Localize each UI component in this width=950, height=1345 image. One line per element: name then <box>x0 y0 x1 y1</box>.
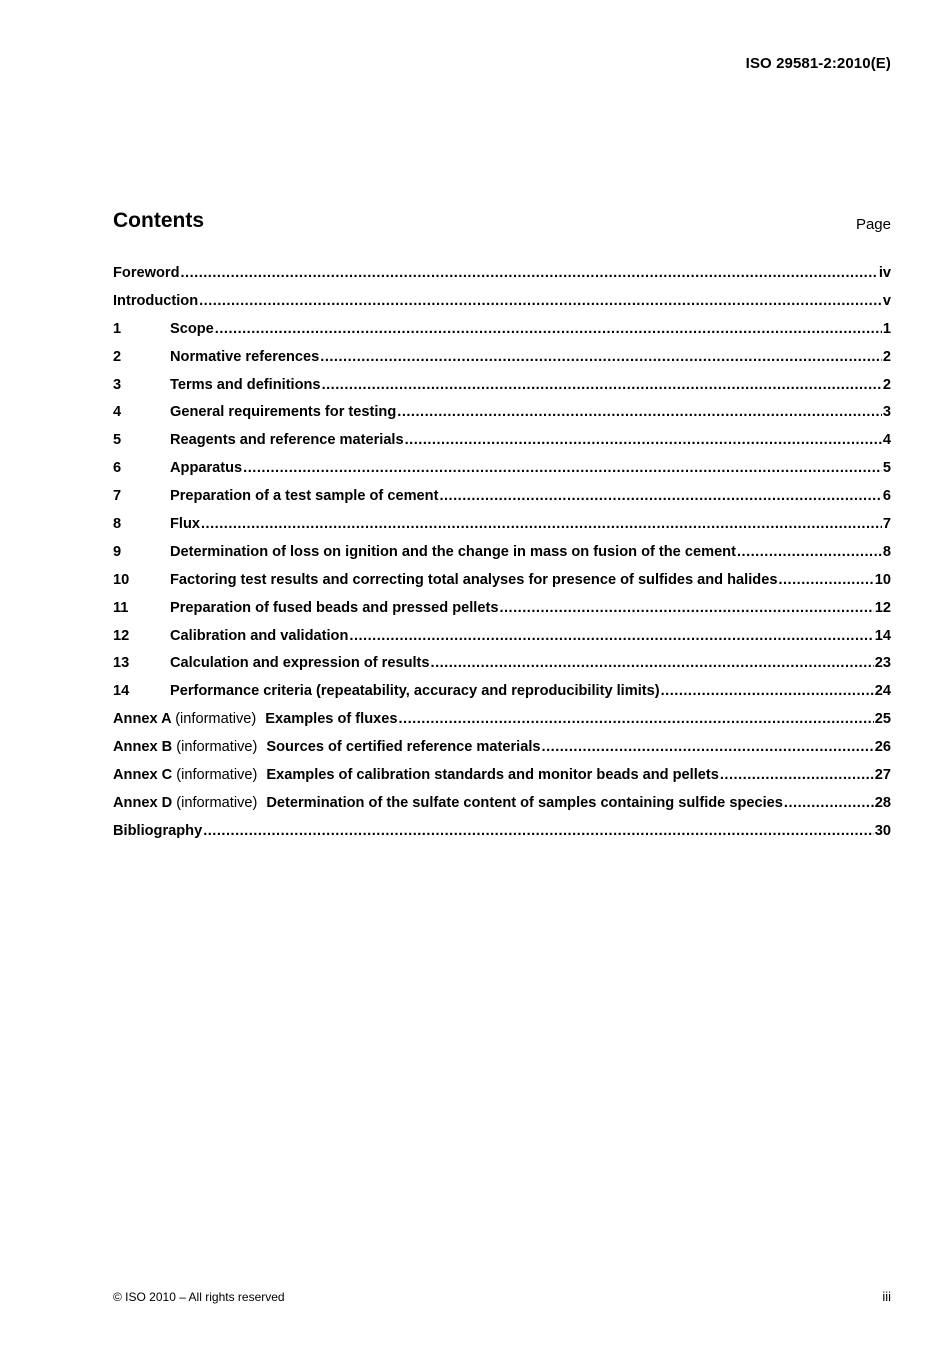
toc-entry-page: 8 <box>882 543 891 560</box>
toc-leader-dots <box>542 739 874 755</box>
toc-annex-id: Annex B <box>113 739 173 756</box>
toc-entry-title: Preparation of a test sample of cement <box>170 488 439 505</box>
toc-entry-page: 30 <box>874 822 891 839</box>
toc-leader-dots <box>203 823 874 839</box>
toc-entry-8[interactable] <box>113 516 891 544</box>
toc-entry-annex-d[interactable] <box>113 795 891 823</box>
toc-entry-11[interactable] <box>113 600 891 628</box>
toc-leader-dots <box>405 432 882 448</box>
toc-entry-page: 28 <box>874 794 891 811</box>
toc-annex-kind: (informative) <box>175 711 257 728</box>
toc-entry-introduction[interactable] <box>113 293 891 321</box>
toc-leader-dots <box>399 711 874 727</box>
toc-entry-foreword[interactable] <box>113 265 891 293</box>
toc-annex-label <box>113 767 266 783</box>
contents-heading: Contents <box>113 209 204 232</box>
toc-entry-page: 12 <box>874 599 891 616</box>
toc-annex-label <box>113 711 265 727</box>
toc-entry-title: Introduction <box>113 292 199 309</box>
page-number: iii <box>882 1289 891 1304</box>
toc-annex-id: Annex C <box>113 767 173 784</box>
toc-entry-annex-c[interactable] <box>113 767 891 795</box>
toc-entry-page: 2 <box>882 348 891 365</box>
toc-entry-title: Determination of the sulfate content of samples containing sulfide species <box>266 794 783 811</box>
toc-entry-title: Apparatus <box>170 460 243 477</box>
document-id: ISO 29581-2:2010(E) <box>745 55 891 72</box>
toc-leader-dots <box>201 516 882 532</box>
toc-entry-number: 9 <box>113 543 122 560</box>
toc-leader-dots <box>349 628 873 644</box>
toc-entry-number: 8 <box>113 516 122 533</box>
toc-entry-title: Factoring test results and correcting total analyses for presence of sulfides and halides <box>170 571 778 588</box>
toc-leader-dots <box>720 767 874 783</box>
toc-leader-dots <box>499 600 873 616</box>
toc-entry-page: 5 <box>882 460 891 477</box>
toc-entry-bibliography[interactable] <box>113 823 891 851</box>
toc-entry-number: 11 <box>113 599 129 616</box>
toc-entry-number: 3 <box>113 376 122 393</box>
toc-leader-dots <box>243 460 882 476</box>
toc-entry-10[interactable] <box>113 572 891 600</box>
toc-entry-title: Performance criteria (repeatability, accuracy and reproducibility limits) <box>170 683 660 700</box>
toc-entry-title: Normative references <box>170 348 320 365</box>
toc-annex-kind: (informative) <box>176 739 258 756</box>
toc-entry-number: 10 <box>113 571 130 588</box>
toc-entry-number: 5 <box>113 432 122 449</box>
toc-entry-annex-a[interactable] <box>113 711 891 739</box>
toc-entry-page: 25 <box>874 711 891 728</box>
toc-entry-page: 24 <box>874 683 891 700</box>
toc-entry-9[interactable] <box>113 544 891 572</box>
toc-entry-page: 7 <box>882 516 891 533</box>
toc-leader-dots <box>431 655 874 671</box>
toc-entry-annex-b[interactable] <box>113 739 891 767</box>
toc-entry-number: 7 <box>113 488 122 505</box>
toc-entry-4[interactable] <box>113 404 891 432</box>
toc-annex-id: Annex A <box>113 711 172 728</box>
toc-entry-1[interactable] <box>113 321 891 349</box>
toc-entry-6[interactable] <box>113 460 891 488</box>
toc-entry-page: 27 <box>874 767 891 784</box>
toc-entry-title: Calibration and validation <box>170 627 349 644</box>
toc-entry-page: iv <box>878 265 891 281</box>
toc-entry-title: Foreword <box>113 265 180 281</box>
toc-annex-kind: (informative) <box>176 794 258 811</box>
toc-entry-title: Calculation and expression of results <box>170 655 430 672</box>
toc-entry-title: General requirements for testing <box>170 404 397 421</box>
toc-leader-dots <box>737 544 882 560</box>
toc-entry-number: 14 <box>113 683 130 700</box>
toc-entry-7[interactable] <box>113 488 891 516</box>
toc-entry-title: Examples of fluxes <box>265 711 398 728</box>
toc-entry-13[interactable] <box>113 655 891 683</box>
toc-leader-dots <box>778 572 873 588</box>
toc-entry-number: 4 <box>113 404 122 421</box>
toc-entry-5[interactable] <box>113 432 891 460</box>
toc-leader-dots <box>661 683 874 699</box>
toc-entry-page: 26 <box>874 739 891 756</box>
toc-entry-title: Sources of certified reference materials <box>266 739 541 756</box>
toc-leader-dots <box>784 795 874 811</box>
toc-entry-number: 13 <box>113 655 130 672</box>
toc-leader-dots <box>439 488 881 504</box>
toc-leader-dots <box>180 265 877 281</box>
toc-entry-title: Scope <box>170 320 214 337</box>
toc-entry-title: Reagents and reference materials <box>170 432 404 449</box>
toc-entry-title: Determination of loss on ignition and the change in mass on fusion of the cement <box>170 543 736 560</box>
toc-entry-number: 1 <box>113 320 122 337</box>
toc-annex-label <box>113 739 266 755</box>
toc-entry-page: 3 <box>882 404 891 421</box>
toc-annex-label <box>113 795 266 811</box>
toc-entry-page: 4 <box>882 432 891 449</box>
toc-entry-number: 6 <box>113 460 122 477</box>
toc-entry-title: Bibliography <box>113 822 203 839</box>
toc-entry-2[interactable] <box>113 349 891 377</box>
toc-leader-dots <box>199 293 882 309</box>
toc-annex-id: Annex D <box>113 794 173 811</box>
toc-leader-dots <box>320 349 882 365</box>
toc-annex-kind: (informative) <box>176 767 258 784</box>
toc-leader-dots <box>322 377 882 393</box>
page-column-label: Page <box>855 216 891 233</box>
toc-entry-number: 12 <box>113 627 130 644</box>
toc-entry-title: Preparation of fused beads and pressed pellets <box>170 599 499 616</box>
toc-entry-page: 1 <box>882 320 891 337</box>
toc-entry-page: 2 <box>882 376 891 393</box>
toc-entry-number: 2 <box>113 348 122 365</box>
toc-entry-page: 6 <box>882 488 891 505</box>
toc-entry-page: 10 <box>874 571 891 588</box>
toc-entry-12[interactable] <box>113 628 891 656</box>
toc-entry-title: Examples of calibration standards and monitor beads and pellets <box>266 767 719 784</box>
table-of-contents <box>113 265 891 851</box>
toc-leader-dots <box>215 321 882 337</box>
toc-entry-page: v <box>882 292 891 309</box>
toc-entry-title: Terms and definitions <box>170 376 321 393</box>
toc-entry-page: 14 <box>874 627 891 644</box>
toc-entry-3[interactable] <box>113 377 891 405</box>
toc-leader-dots <box>397 404 882 420</box>
toc-entry-page: 23 <box>874 655 891 672</box>
copyright-notice: © ISO 2010 – All rights reserved <box>113 1290 285 1304</box>
toc-entry-14[interactable] <box>113 683 891 711</box>
toc-entry-title: Flux <box>170 516 200 533</box>
